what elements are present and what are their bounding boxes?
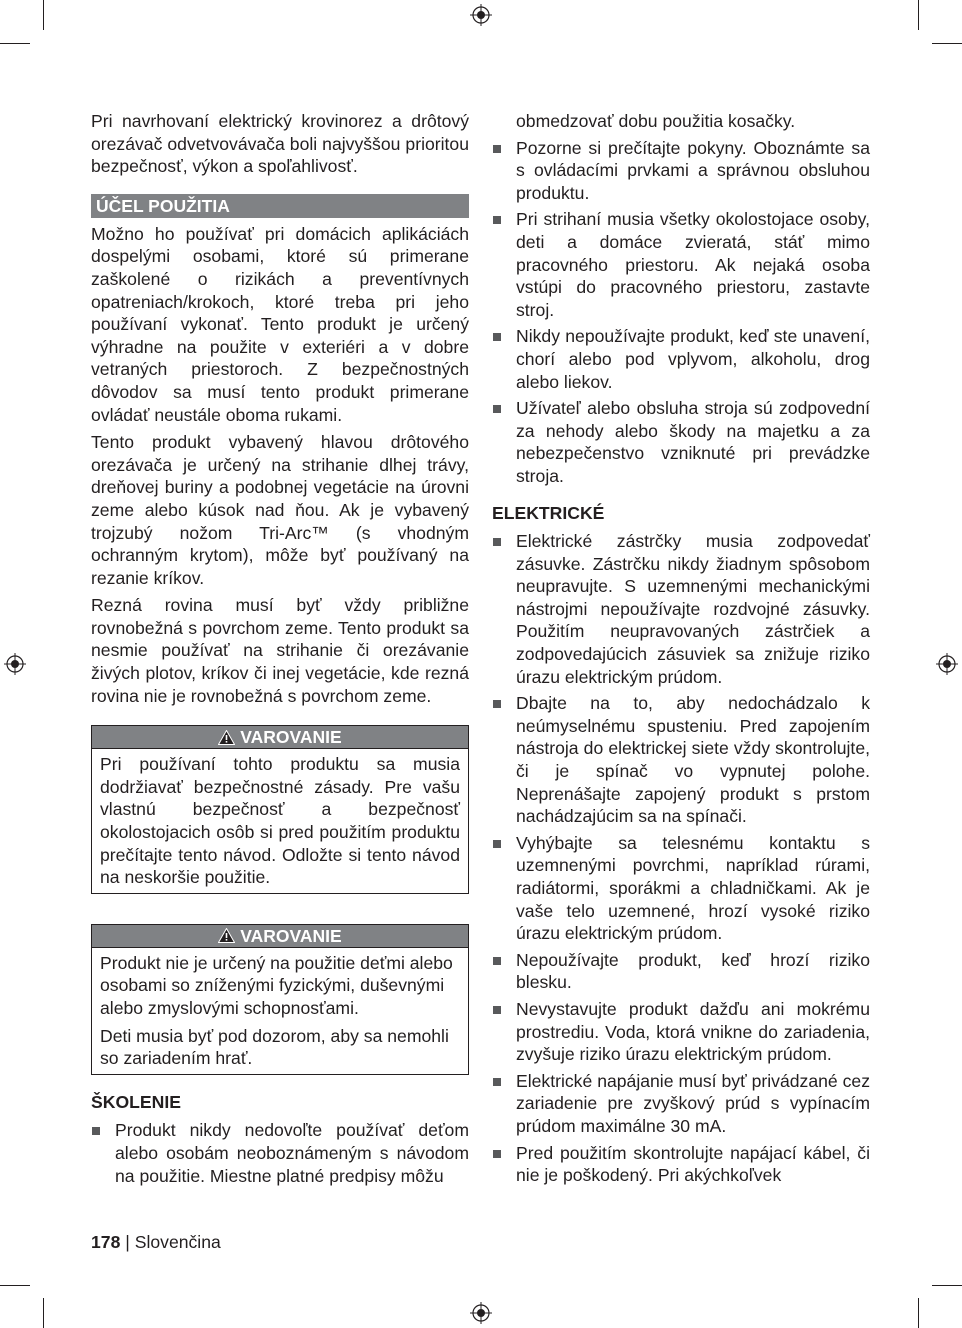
purpose-paragraph: Možno ho používať pri domácich aplikáciách dospelými osobami, ktoré sú primerane zaškolené o rizikách a preventívnych opatreniach/krokoch, ktoré treba pri jeho používaní vykonať. Tento produkt je určený výhradne na použite v exteriéri a v dobre vetraných priestoroch. Z bezpečnostných dôvodov sa musí tento produkt primerane ovládať neustále oboma rukami.	[91, 223, 469, 425]
registration-mark-icon	[470, 1302, 492, 1324]
crop-mark	[43, 1298, 44, 1328]
list-item	[492, 325, 870, 393]
bullet-square-icon	[493, 1078, 501, 1086]
warning-text: Produkt nie je určený na použitie deťmi alebo osobami so zníženými fyzickými, duševnými alebo zmyslovými schopnosťami.	[100, 952, 453, 1018]
warning-triangle-icon	[218, 730, 235, 745]
page-footer	[91, 1231, 221, 1253]
list-item-text: Nevystavujte produkt dažďu ani mokrému prostrediu. Voda, ktorá vnikne do zariadenia, zvyšuje riziko úrazu elektrickým prúdom.	[516, 998, 870, 1065]
footer-language: Slovenčina	[134, 1232, 221, 1252]
list-item	[492, 530, 870, 688]
crop-mark	[43, 0, 44, 30]
intro-paragraph: Pri navrhovaní elektrický krovinorez a drôtový orezávač odvetvovávača boli najvyššou prioritou bezpečnosť, výkon a spoľahlivosť.	[91, 111, 469, 177]
registration-mark-icon	[4, 653, 26, 675]
bullet-square-icon	[493, 405, 501, 413]
crop-mark	[932, 43, 962, 44]
registration-mark-icon	[936, 653, 958, 675]
bullet-square-icon	[493, 538, 501, 546]
list-item-text: Užívateľ alebo obsluha stroja sú zodpovední za nehody alebo škody na majetku a za nebezpečenstvo vzniknuté pri prevádzke stroja.	[516, 398, 870, 486]
purpose-paragraph: Rezná rovina musí byť vždy približne rovnobežná s povrchom zeme. Tento produkt sa nesmie používať na strihanie či orezávanie živých plotov, kríkov či inej vegetácie, kde rezná rovina nie je rovnobežná s povrchom zeme.	[91, 595, 469, 706]
warning-box	[91, 924, 469, 1075]
bullet-square-icon	[493, 333, 501, 341]
crop-mark	[0, 43, 30, 44]
list-item-text: Pred použitím skontrolujte napájací kábel, či nie je poškodený. Pri akýchkoľvek	[516, 1142, 870, 1186]
warning-triangle-icon	[218, 928, 235, 943]
list-item	[492, 692, 870, 828]
registration-mark-icon	[470, 4, 492, 26]
bullet-square-icon	[493, 145, 501, 153]
list-item-text: Dbajte na to, aby nedochádzalo k neúmyselnému spusteniu. Pred zapojením nástroja do elektrickej siete vždy skontrolujte, či je spínač vo vypnutej polohe. Neprenášajte zapojený produkt s prstom nachádzajúcim sa na spínači.	[516, 693, 870, 827]
crop-mark	[0, 1285, 30, 1286]
list-item	[492, 137, 870, 205]
bullet-square-icon	[493, 700, 501, 708]
training-list-continued	[492, 137, 870, 488]
list-item	[492, 1142, 870, 1187]
list-item	[492, 397, 870, 487]
purpose-paragraph: Tento produkt vybavený hlavou drôtového orezávača je určený na strihanie dlhej trávy, dreňovej buriny a podobnej vegetácie na úrovni zeme alebo kúsok nad ňou. Ak je vybavený trojzubý nožom Tri-Arc™ (s vhodným ochranným krytom), môže byť používaný na rezanie kríkov.	[91, 432, 469, 588]
bullet-square-icon	[493, 1150, 501, 1158]
list-item-text: Elektrické zástrčky musia zodpovedať zásuvke. Zástrčku nikdy žiadnym spôsobom neupravujte. S uzemnenými mechanickými nástrojmi nepoužívajte rozdvojné zásuvky. Použitím neupravovaných zástrčiek a zodpovedajúcich zásuviek sa znižuje riziko úrazu elektrickým prúdom.	[516, 531, 870, 687]
warning-title: VAROVANIE	[240, 925, 342, 946]
section-heading-purpose: ÚČEL POUŽITIA	[91, 194, 469, 218]
warning-box	[91, 725, 469, 894]
footer-separator: |	[125, 1232, 130, 1252]
bullet-square-icon	[92, 1127, 100, 1135]
list-item-text: Vyhýbajte sa telesnému kontaktu s uzemnenými povrchmi, napríklad rúrami, radiátormi, sporákmi a chladničkami. Ak je vaše telo uzemnené, hrozí vysoké riziko úrazu elektrickým prúdom.	[516, 832, 870, 944]
list-item-text: Pozorne si prečítajte pokyny. Oboznámte sa s ovládacími prvkami a správnou obsluhou produktu.	[516, 137, 870, 203]
list-item	[492, 208, 870, 321]
continued-text: obmedzovať dobu použitia kosačky.	[516, 111, 796, 131]
list-item	[91, 1119, 469, 1187]
bullet-square-icon	[493, 216, 501, 224]
warning-text: Deti musia byť pod dozorom, aby sa nemohli so zariadením hrať.	[100, 1025, 449, 1069]
bullet-square-icon	[493, 840, 501, 848]
list-item-text: Elektrické napájanie musí byť privádzané cez zariadenie pre zvyškový prúd s vypínacím prúdom maximálne 30 mA.	[516, 1070, 870, 1136]
list-item	[492, 949, 870, 994]
right-column	[492, 110, 870, 1191]
section-heading-electrical: ELEKTRICKÉ	[492, 502, 605, 523]
warning-text: Pri používaní tohto produktu sa musia dodržiavať bezpečnostné zásady. Pre vašu vlastnú bezpečnosť a bezpečnosť okolostojacich osôb si pred použitím produktu prečítajte tento návod. Odložte si tento návod na neskoršie použitie.	[100, 754, 460, 888]
training-list	[91, 1119, 469, 1187]
section-heading-training: ŠKOLENIE	[91, 1091, 181, 1112]
crop-mark	[918, 1298, 919, 1328]
list-item-text: Produkt nikdy nedovoľte používať deťom alebo osobám neoboznámeným s návodom na použitie. Miestne platné predpisy môžu	[115, 1120, 469, 1186]
list-item-text: Pri strihaní musia všetky okolostojace osoby, deti a domáce zvieratá, stáť mimo pracovného priestoru. Ak nejaká osoba vstúpi do pracovného priestoru, zastavte stroj.	[516, 209, 870, 320]
warning-title: VAROVANIE	[240, 727, 342, 748]
warning-header	[92, 726, 468, 749]
crop-mark	[918, 0, 919, 30]
warning-header	[92, 925, 468, 948]
electrical-list	[492, 530, 870, 1187]
list-item	[492, 998, 870, 1066]
bullet-square-icon	[493, 957, 501, 965]
crop-mark	[932, 1285, 962, 1286]
list-item-text: Nikdy nepoužívajte produkt, keď ste unavení, chorí alebo pod vplyvom, alkoholu, drog alebo liekov.	[516, 326, 870, 392]
left-column	[91, 110, 469, 1191]
list-item-text: Nepoužívajte produkt, keď hrozí riziko blesku.	[516, 949, 870, 993]
list-item	[492, 832, 870, 945]
page-number: 178	[91, 1232, 121, 1252]
bullet-square-icon	[493, 1006, 501, 1014]
list-item	[492, 1070, 870, 1138]
